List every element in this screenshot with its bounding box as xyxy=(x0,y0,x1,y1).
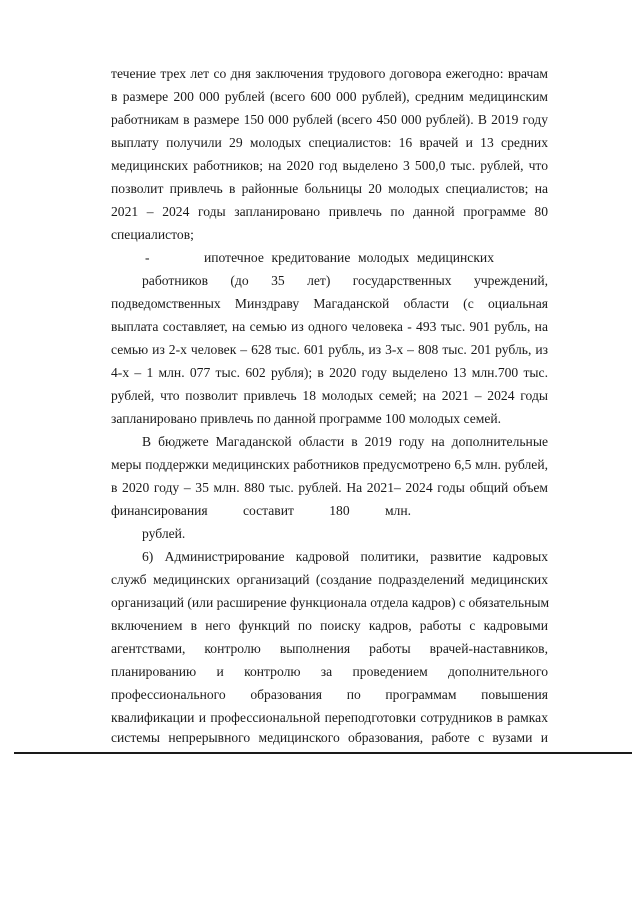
text-line: финансирования составит 180 млн. xyxy=(111,503,411,518)
text-line: выплата составляет, на семью из одного человека - 493 тыс. 901 рубль, на xyxy=(111,319,548,334)
text-line: рублей, что позволит привлечь 18 молодых семей; на 2021 – 2024 годы xyxy=(111,388,548,403)
text-line: 6) Администрирование кадровой политики, развитие кадровых xyxy=(142,549,548,564)
text-line: семью из 2-х человек – 628 тыс. 601 рубль, из 3-х – 808 тыс. 201 рубль, из xyxy=(111,342,548,357)
text-line: подведомственных Минздраву Магаданской области (с оциальная xyxy=(111,296,548,311)
text-line: работникам в размере 150 000 рублей (всего 450 000 рублей). В 2019 году xyxy=(111,112,548,127)
page-separator-line xyxy=(14,752,632,754)
text-line: в 2020 году – 35 млн. 880 тыс. рублей. На 2021– 2024 годы общий объем xyxy=(111,480,548,495)
text-line: медицинских работников; на 2020 год выделено 3 500,0 тыс. рублей, что xyxy=(111,158,548,173)
text-line: включением в него функций по поиску кадров, работы с кадровыми xyxy=(111,618,548,633)
text-line: запланировано привлечь по данной программе 100 молодых семей. xyxy=(111,411,502,426)
bullet-dash: - xyxy=(145,250,150,265)
text-line: работников (до 35 лет) государственных учреждений, xyxy=(142,273,548,288)
text-line: выплату получили 29 молодых специалистов: 16 врачей и 13 средних xyxy=(111,135,548,150)
text-line: специалистов; xyxy=(111,227,194,242)
text-line: агентствами, контролю выполнения работы врачей-наставников, xyxy=(111,641,548,656)
bullet-text: ипотечное кредитование молодых медицинских xyxy=(204,250,494,265)
text-line: меры поддержки медицинских работников предусмотрено 6,5 млн. рублей, xyxy=(111,457,548,472)
text-line: организаций (или расширение функционала отдела кадров) с обязательным xyxy=(111,595,550,610)
text-line: В бюджете Магаданской области в 2019 году на дополнительные xyxy=(142,434,548,449)
text-line: служб медицинских организаций (создание подразделений медицинских xyxy=(111,572,548,587)
text-line: квалификации и профессиональной переподготовки сотрудников в рамках xyxy=(111,710,548,725)
text-line: 4-х – 1 млн. 077 тыс. 602 рубля); в 2020 году выделено 13 млн.700 тыс. xyxy=(111,365,548,380)
text-line: 2021 – 2024 годы запланировано привлечь по данной программе 80 xyxy=(111,204,548,219)
text-line: планированию и контролю за проведением дополнительного xyxy=(111,664,548,679)
text-line: течение трех лет со дня заключения трудового договора ежегодно: врачам xyxy=(111,66,548,81)
text-line: в размере 200 000 рублей (всего 600 000 рублей), средним медицинским xyxy=(111,89,548,104)
text-line: системы непрерывного медицинского образования, работе с вузами и xyxy=(111,730,548,745)
text-line: профессионального образования по программам повышения xyxy=(111,687,548,702)
text-line: рублей. xyxy=(142,526,186,541)
text-line: позволит привлечь в районные больницы 20 молодых специалистов; на xyxy=(111,181,548,196)
